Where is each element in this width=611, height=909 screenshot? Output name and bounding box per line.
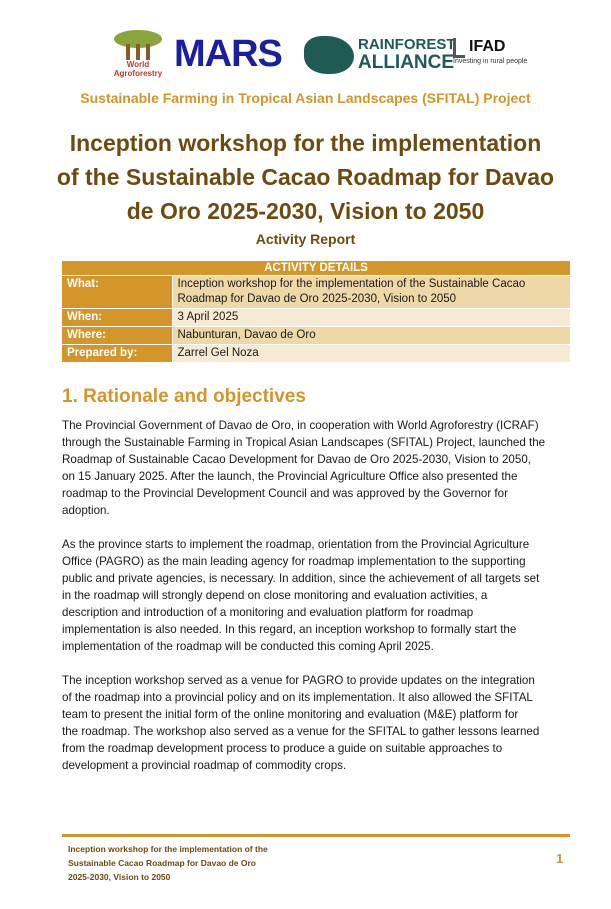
text-line: from the roadmap development process to produce a guide on suitable approaches to [62,742,503,755]
text-line: Sustainable Cacao Roadmap for Davao de Oro [68,858,256,868]
table-header: ACTIVITY DETAILS [62,261,570,276]
section-heading: 1. Rationale and objectives [62,386,306,407]
footer-text [68,842,268,884]
text-line: Office (PAGRO) as the main leading agency for roadmap implementation to the supporting [62,555,526,568]
text-line: on 15 January 2025. After the launch, the Provincial Agriculture Office also presented the [62,470,518,483]
row-key: When: [62,309,172,327]
row-key: What: [62,276,172,309]
page-number: 1 [556,851,564,866]
partner-logos [108,26,528,84]
text-line: implementation of the roadmap will be conducted this coming April 2025. [62,640,434,653]
logo-text: IFAD [469,38,506,55]
text-line: Roadmap of Sustainable Cacao Development for Davao de Oro 2025-2030, Vision to 2050, [62,453,531,466]
mars-logo: MARS [174,33,282,75]
table-row [62,309,570,327]
text-line: in the roadmap will strongly depend on close monitoring and evaluation activities, a [62,589,488,602]
text-line: the roadmap. The workshop also served as a venue for the SFITAL to gather lessons learned [62,725,540,738]
text-line: adoption. [62,504,110,517]
text-line: Inception workshop for the implementation of the [68,844,268,854]
frog-icon [304,36,354,74]
ifad-mark-icon [453,38,465,58]
title-line: of the Sustainable Cacao Roadmap for Davao [56,164,555,190]
row-value: Inception workshop for the implementation of the Sustainable Cacao Roadmap for Davao de Oro 2025-2030, Vision to 2050 [172,276,570,309]
world-agroforestry-logo [108,26,168,84]
text-line: through the Sustainable Farming in Tropical Asian Landscapes (SFITAL) Project, launched the [62,436,546,449]
text-line: description and introduction of a monitoring and evaluation platform for roadmap [62,606,474,619]
row-value: 3 April 2025 [172,309,570,327]
table-row [62,276,570,309]
page-title [0,126,611,228]
paragraph [62,417,545,519]
title-line: de Oro 2025-2030, Vision to 2050 [126,198,485,224]
logo-text: ALLIANCE [358,52,455,73]
ifad-logo [453,36,543,65]
row-key: Where: [62,327,172,345]
text-line: team to present the initial form of the online monitoring and evaluation (M&E) platform for [62,708,519,721]
activity-details-table [62,261,570,363]
logo-text: RAINFOREST [358,36,456,53]
row-value: Nabunturan, Davao de Oro [172,327,570,345]
text-line: public and private agencies, is necessary. In addition, since the achievement of all targets set [62,572,540,585]
text-line: of the roadmap into a provincial policy and on its implementation. It also allowed the SFITAL [62,691,533,704]
footer-divider [62,834,570,837]
text-line: roadmap to the Provincial Development Council and was approved by the Governor for [62,487,508,500]
row-value: Zarrel Gel Noza [172,345,570,363]
text-line: development a provincial roadmap of commodity crops. [62,759,347,772]
text-line: The Provincial Government of Davao de Oro, in cooperation with World Agroforestry (ICRAF) [62,419,539,432]
subtitle: Activity Report [255,231,356,247]
text-line: implementation is also needed. In this regard, an inception workshop to formally start the [62,623,517,636]
row-key: Prepared by: [62,345,172,363]
text-line: The inception workshop served as a venue for PAGRO to provide updates on the integration [62,674,535,687]
paragraph [62,672,539,774]
project-name: Sustainable Farming in Tropical Asian Landscapes (SFITAL) Project [80,90,531,106]
text-line: As the province starts to implement the roadmap, orientation from the Provincial Agriculture [62,538,530,551]
table-row [62,327,570,345]
text-line: 2025-2030, Vision to 2050 [68,872,171,882]
logo-text: World [126,60,150,69]
title-line: Inception workshop for the implementation [69,130,542,156]
logo-text: Agroforestry [113,69,163,78]
table-row [62,345,570,363]
paragraph [62,536,539,655]
logo-tagline: Investing in rural people [453,58,528,65]
rainforest-alliance-logo [358,36,456,73]
